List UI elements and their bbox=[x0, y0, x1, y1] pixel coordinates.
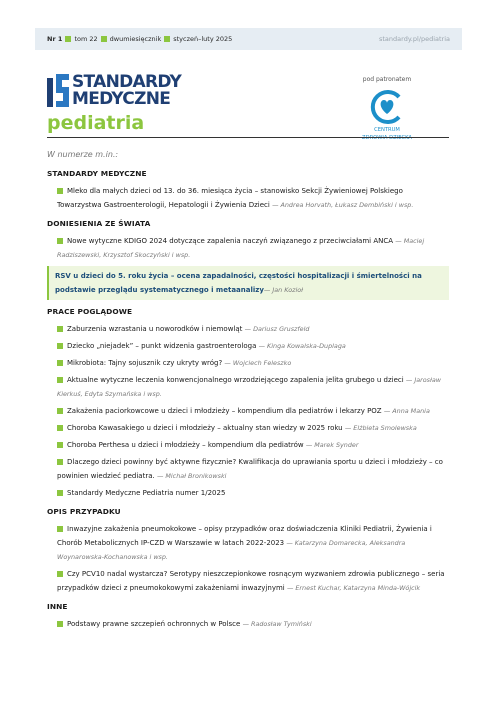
article-authors: — Jarosław Kierkuś, Edyta Szymańska i wsp. bbox=[57, 376, 441, 398]
bullet-square-icon bbox=[57, 459, 63, 465]
toc-item[interactable] bbox=[57, 421, 449, 435]
toc-item[interactable] bbox=[57, 339, 449, 353]
bullet-square-icon bbox=[57, 343, 63, 349]
toc-item[interactable] bbox=[57, 455, 449, 483]
bullet-square-icon bbox=[57, 188, 63, 194]
bullet-square-icon bbox=[57, 360, 63, 366]
bullet-square-icon bbox=[57, 326, 63, 332]
standardy-medyczne-logo bbox=[47, 74, 197, 110]
article-authors: — Marek Synder bbox=[305, 441, 359, 449]
article-authors: — Jan Kozioł bbox=[263, 286, 303, 294]
article-title: Standardy Medyczne Pediatria numer 1/2025 bbox=[67, 489, 226, 497]
bullet-square-icon bbox=[101, 36, 107, 42]
toc-item[interactable] bbox=[57, 322, 449, 336]
volume: tom 22 bbox=[74, 35, 98, 43]
logo-mark-icon bbox=[47, 74, 69, 107]
journal-name: pediatria bbox=[47, 112, 145, 134]
article-title: Mleko dla małych dzieci od 13. do 36. miesiąca życia – stanowisko Sekcji Żywieniowej Polskiego Towarzystwa Gastroenterologii, Hepatologii i Żywienia Dzieci bbox=[57, 187, 403, 209]
bullet-square-icon bbox=[57, 621, 63, 627]
issue-bar bbox=[35, 28, 462, 50]
bullet-square-icon bbox=[57, 377, 63, 383]
article-authors: — Michał Bronikowski bbox=[156, 472, 227, 480]
article-title: Dlaczego dzieci powinny być aktywne fizycznie? Kwalifikacja do uprawiania sportu u dzieci i młodzieży – co powinien wiedzieć pediatra. bbox=[57, 458, 443, 480]
article-title: Podstawy prawne szczepień ochronnych w Polsce bbox=[67, 620, 241, 628]
period: styczeń–luty 2025 bbox=[173, 35, 233, 43]
section-title: STANDARDY MEDYCZNE bbox=[47, 169, 147, 178]
bullet-square-icon bbox=[57, 238, 63, 244]
section-title: DONIESIENIA ZE ŚWIATA bbox=[47, 219, 151, 228]
toc-item[interactable] bbox=[57, 184, 449, 212]
czd-heart-logo-icon bbox=[368, 88, 406, 126]
article-authors: — Elżbieta Smolewska bbox=[344, 424, 417, 432]
article-authors: — Maciej Radziszewski, Krzysztof Skoczyński i wsp. bbox=[57, 237, 425, 259]
header-divider bbox=[47, 137, 449, 138]
logo-line-2: MEDYCZNE bbox=[72, 89, 171, 109]
toc-item[interactable] bbox=[57, 404, 449, 418]
bullet-square-icon bbox=[57, 425, 63, 431]
highlighted-article[interactable] bbox=[47, 266, 449, 300]
toc-item[interactable] bbox=[57, 438, 449, 452]
article-authors: — Anna Mania bbox=[383, 407, 430, 415]
article-authors: — Dariusz Gruszfeld bbox=[244, 325, 310, 333]
toc-item[interactable] bbox=[57, 567, 449, 595]
toc-item[interactable] bbox=[57, 522, 449, 564]
toc-item[interactable] bbox=[57, 234, 449, 262]
issue-info bbox=[35, 35, 232, 43]
article-title: Nowe wytyczne KDIGO 2024 dotyczące zapalenia naczyń związanego z przeciwciałami ANCA bbox=[67, 237, 394, 245]
toc-item[interactable] bbox=[57, 356, 449, 370]
article-title: RSV u dzieci do 5. roku życia – ocena zapadalności, częstości hospitalizacji i śmiertelności na podstawie przeglądu systematycznego i metaanalizy bbox=[55, 272, 422, 294]
article-title: Inwazyjne zakażenia pneumokokowe – opisy przypadków oraz doświadczenia Kliniki Pediatrii, Żywienia i Chorób Metabolicznych IP-CZD w Warszawie w latach 2022-2023 bbox=[57, 525, 432, 547]
logo-line-1: STANDARDY bbox=[72, 72, 182, 92]
toc-item[interactable] bbox=[57, 486, 449, 500]
intro-text: W numerze m.in.: bbox=[47, 150, 119, 159]
section-title: INNE bbox=[47, 602, 68, 611]
article-title: Dziecko „niejadek” – punkt widzenia gastroenterologa bbox=[67, 342, 257, 350]
website-link[interactable]: standardy.pl/pediatria bbox=[379, 35, 450, 43]
patronage-block bbox=[352, 76, 422, 141]
bullet-square-icon bbox=[57, 442, 63, 448]
bullet-square-icon bbox=[65, 36, 71, 42]
toc-item[interactable] bbox=[57, 373, 449, 401]
bullet-square-icon bbox=[57, 571, 63, 577]
article-title: Zakażenia paciorkowcowe u dzieci i młodzieży – kompendium dla pediatrów i lekarzy POZ bbox=[67, 407, 382, 415]
article-title: Mikrobiota: Tajny sojusznik czy ukryty wróg? bbox=[67, 359, 223, 367]
article-authors: — Kinga Kowalska-Duplaga bbox=[258, 342, 346, 350]
article-authors: — Radosław Tymiński bbox=[242, 620, 312, 628]
section-title: PRACE POGLĄDOWE bbox=[47, 307, 133, 316]
toc-item[interactable] bbox=[57, 617, 449, 631]
bullet-square-icon bbox=[57, 408, 63, 414]
bullet-square-icon bbox=[57, 490, 63, 496]
article-title: Zaburzenia wzrastania u noworodków i niemowląt bbox=[67, 325, 243, 333]
section-title: OPIS PRZYPADKU bbox=[47, 507, 121, 516]
article-title: Aktualne wytyczne leczenia konwencjonalnego wrzodziejącego zapalenia jelita grubego u dzieci bbox=[67, 376, 404, 384]
article-authors: — Ernest Kuchar, Katarzyna Minda-Wójcik bbox=[286, 584, 421, 592]
bullet-square-icon bbox=[164, 36, 170, 42]
article-authors: — Katarzyna Domarecka, Aleksandra Woynarowska-Kochanowska i wsp. bbox=[57, 539, 406, 561]
patronage-label: pod patronatem bbox=[362, 76, 412, 83]
article-authors: — Wojciech Feleszko bbox=[224, 359, 292, 367]
bullet-square-icon bbox=[57, 526, 63, 532]
patron-name-line-1: CENTRUM bbox=[374, 127, 400, 133]
frequency: dwumiesięcznik bbox=[109, 35, 162, 43]
article-authors: — Andrea Horvath, Łukasz Dembiński i wsp. bbox=[272, 201, 414, 209]
article-title: Czy PCV10 nadal wystarcza? Serotypy nieszczepionkowe rosnącym wyzwaniem zdrowia publicznego – seria przypadków dzieci z pneumokokowymi zakażeniami inwazyjnymi bbox=[57, 570, 445, 592]
table-of-contents bbox=[47, 148, 449, 634]
article-title: Choroba Perthesa u dzieci i młodzieży – kompendium dla pediatrów bbox=[67, 441, 304, 449]
issue-number: Nr 1 bbox=[47, 35, 63, 43]
article-title: Choroba Kawasakiego u dzieci i młodzieży – aktualny stan wiedzy w 2025 roku bbox=[67, 424, 343, 432]
